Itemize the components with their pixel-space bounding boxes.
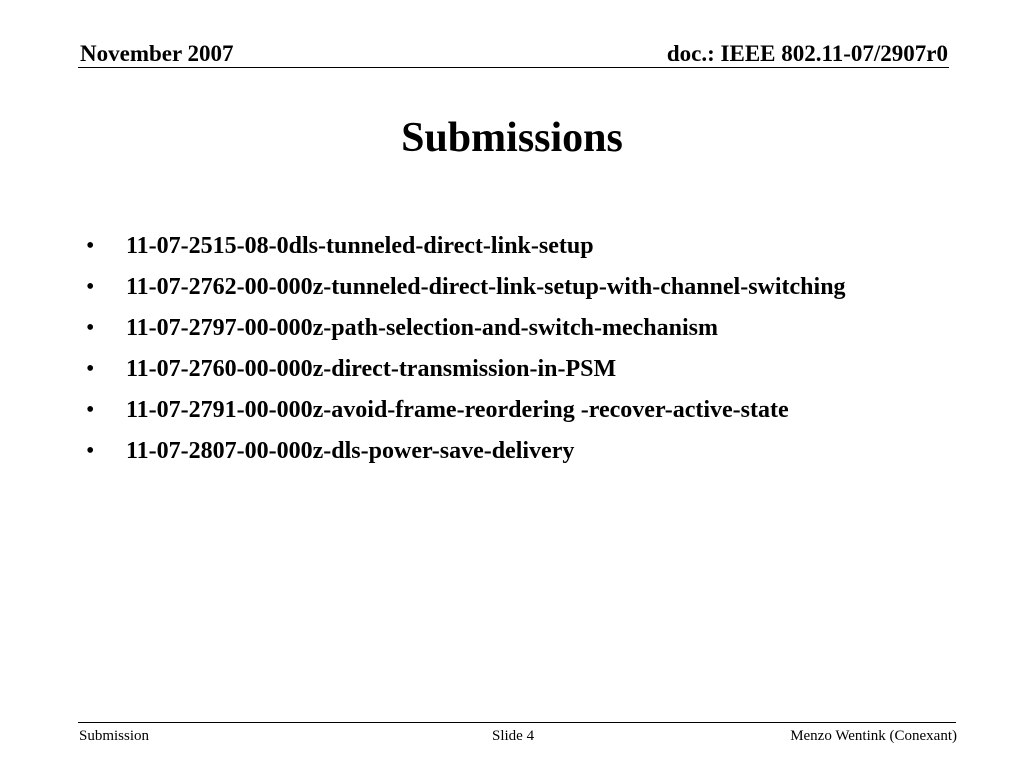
- bullet-text: 11-07-2760-00-000z-direct-transmission-in-PSM: [126, 356, 617, 382]
- bullet-marker: •: [86, 438, 95, 464]
- bullet-item: [86, 434, 926, 468]
- bullet-item: [86, 311, 926, 345]
- footer-divider: [78, 722, 956, 723]
- footer-submission-label: Submission: [79, 728, 150, 744]
- bullet-item: [86, 270, 926, 304]
- header-date: November 2007: [80, 41, 234, 66]
- footer-author: Menzo Wentink (Conexant): [790, 728, 957, 744]
- slide-title: Submissions: [401, 115, 623, 161]
- header-doc-id: doc.: IEEE 802.11-07/2907r0: [666, 41, 948, 66]
- bullet-text: 11-07-2797-00-000z-path-selection-and-switch-mechanism: [126, 315, 718, 341]
- bullet-item: [86, 229, 926, 263]
- bullet-text: 11-07-2807-00-000z-dls-power-save-delivery: [126, 438, 575, 464]
- bullet-text: 11-07-2791-00-000z-avoid-frame-reordering -recover-active-state: [126, 397, 789, 423]
- bullet-item: [86, 393, 926, 427]
- bullet-marker: •: [86, 315, 95, 341]
- footer-slide-number: Slide 4: [492, 728, 535, 744]
- bullet-marker: •: [86, 274, 95, 300]
- bullet-marker: •: [86, 397, 95, 423]
- bullet-text: 11-07-2762-00-000z-tunneled-direct-link-setup-with-channel-switching: [126, 274, 846, 300]
- bullet-marker: •: [86, 233, 95, 259]
- bullet-text: 11-07-2515-08-0dls-tunneled-direct-link-setup: [126, 233, 594, 259]
- bullet-marker: •: [86, 356, 95, 382]
- header-divider: [78, 67, 949, 68]
- bullet-item: [86, 352, 926, 386]
- bullet-list: [86, 229, 926, 475]
